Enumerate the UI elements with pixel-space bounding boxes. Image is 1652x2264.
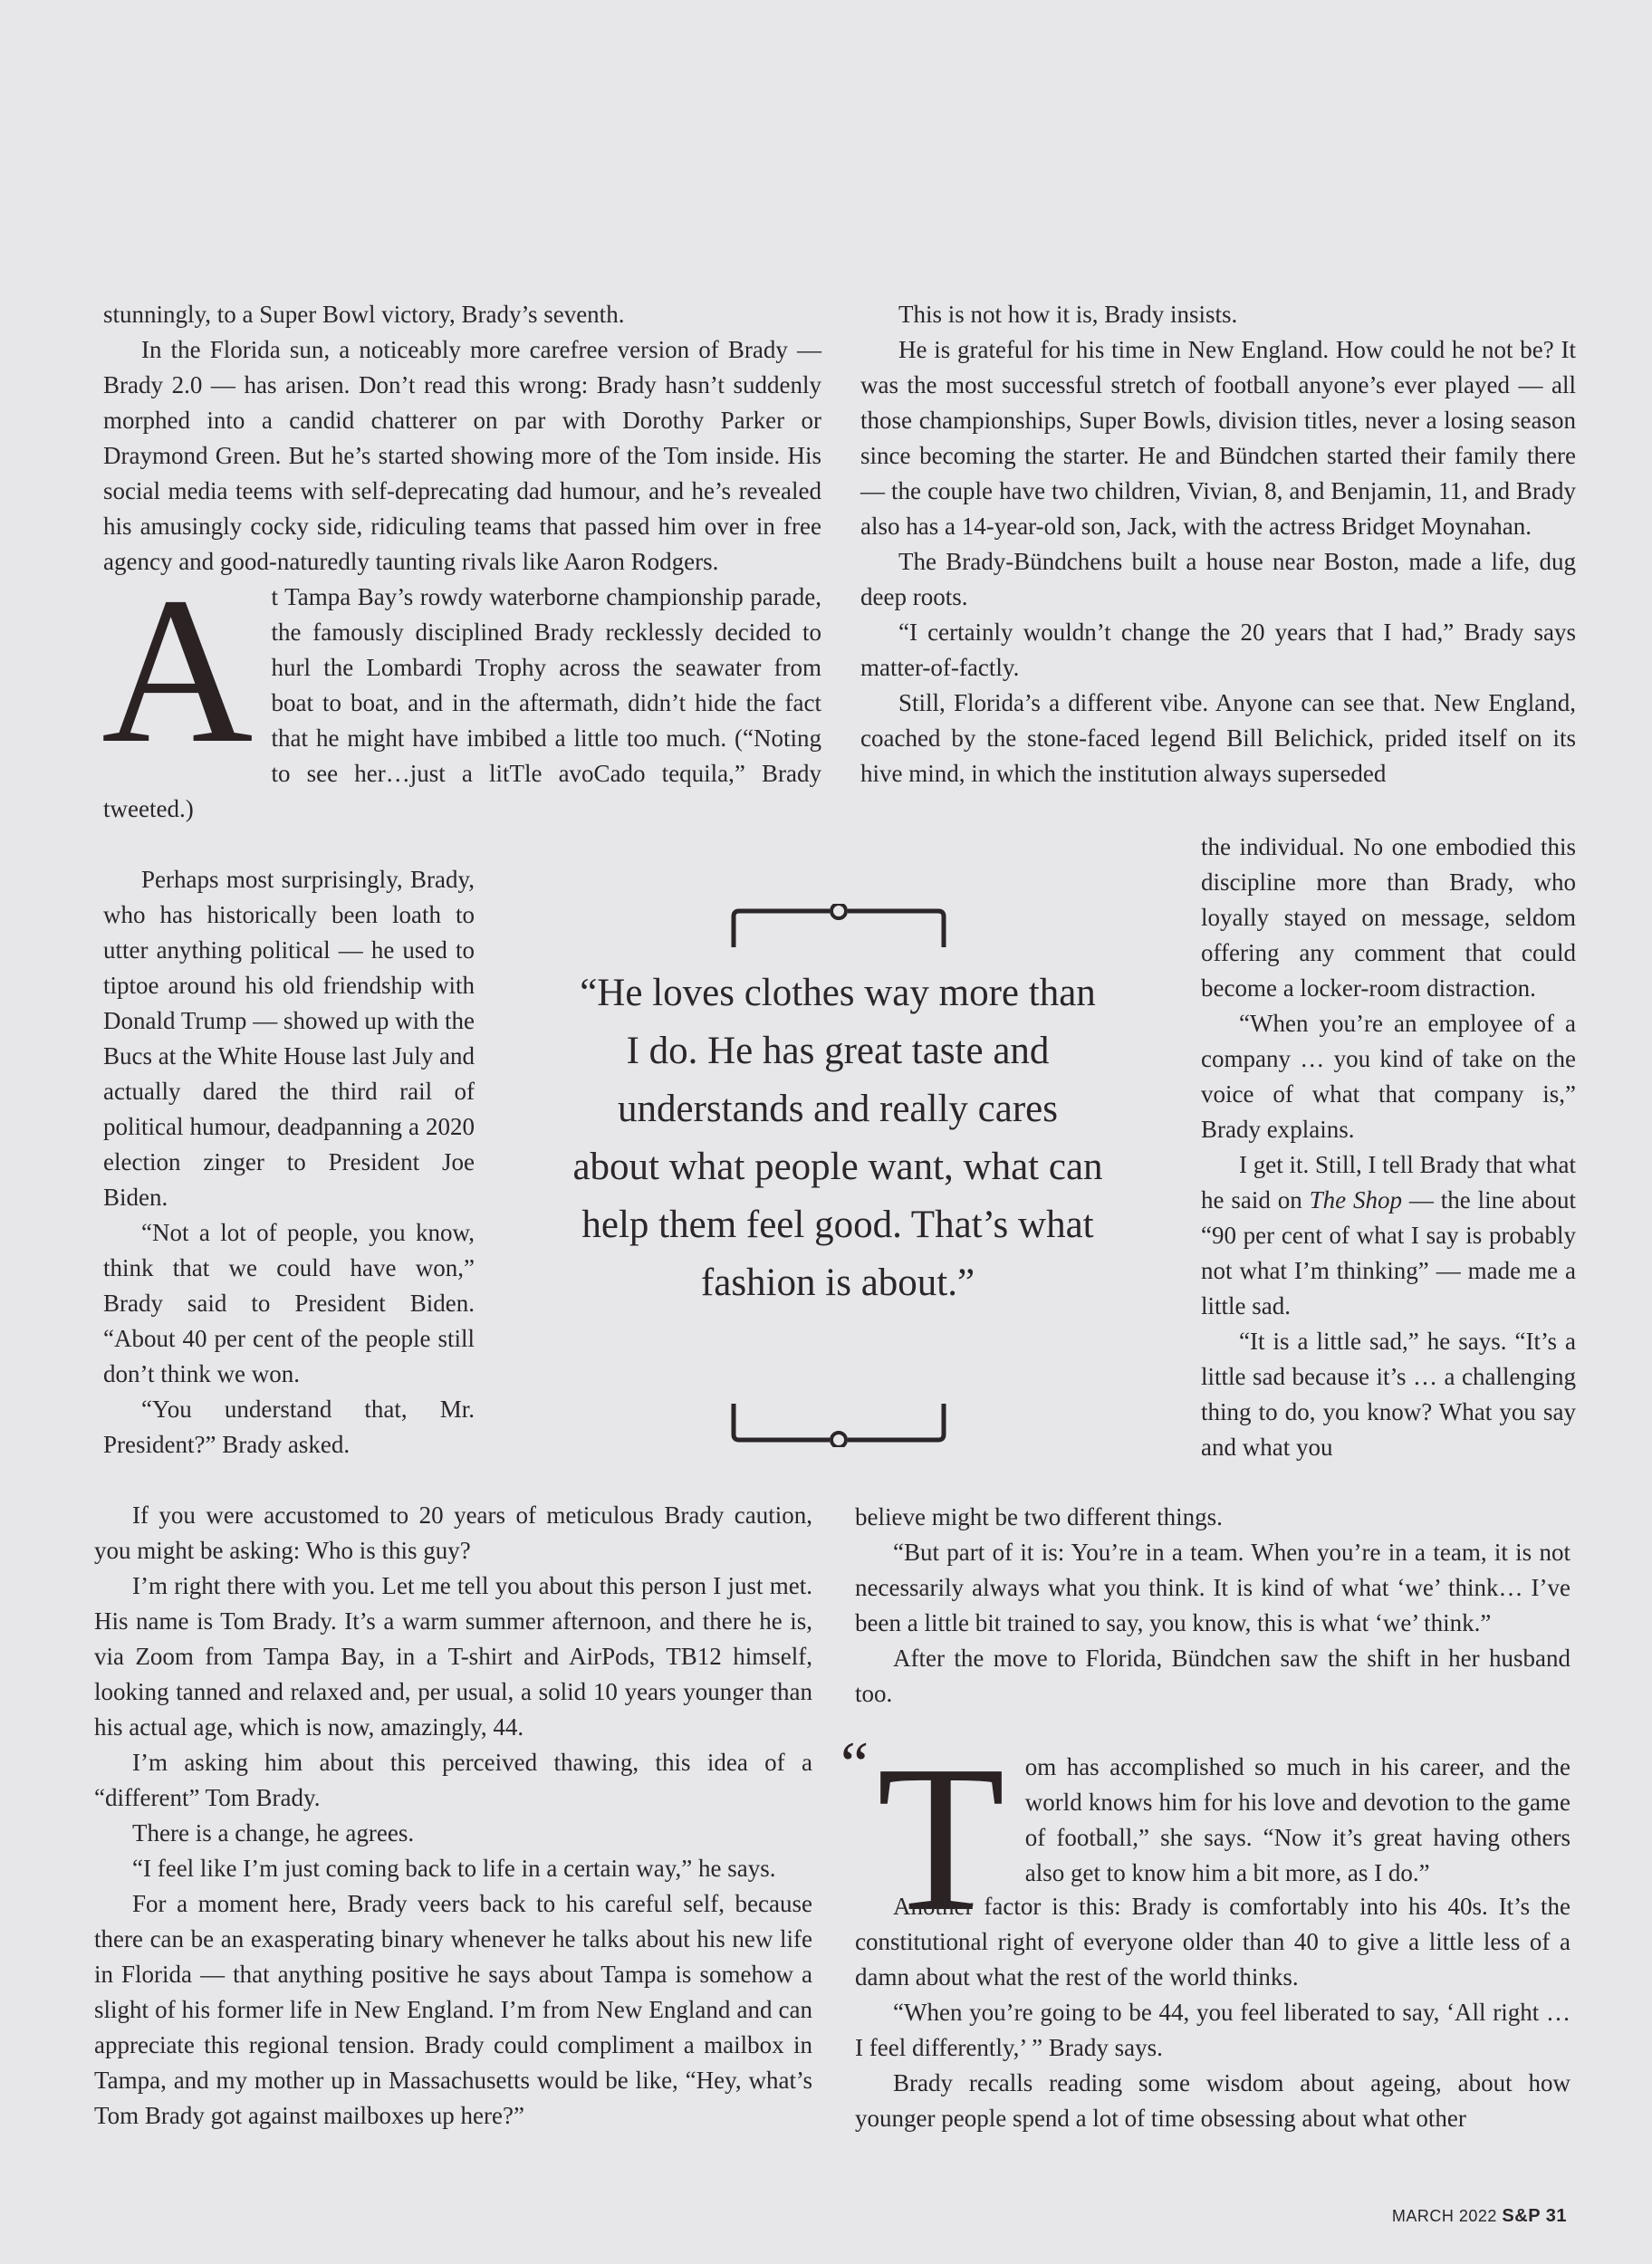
drop-cap-letter: T bbox=[877, 1722, 1005, 1955]
paragraph bbox=[1201, 1147, 1576, 1324]
paragraph: believe might be two different things. bbox=[855, 1503, 1223, 1530]
paragraph: the individual. No one embodied this discipline more than Brady, who loyally stayed on message, seldom offering any comment that could become a locker-room distraction. bbox=[1201, 833, 1576, 1002]
paragraph: stunningly, to a Super Bowl victory, Brady’s seventh. bbox=[103, 301, 625, 328]
pull-quote: “He loves clothes way more than I do. He has great taste and understands and really cares about what people want, what can help them feel good. That’s what fashion is about.” bbox=[572, 972, 1103, 1304]
paragraph: Another factor is this: Brady is comfortably into his 40s. It’s the constitutional right of everyone older than 40 to give a little less of a damn about what the rest of the world thinks. bbox=[855, 1893, 1570, 1991]
page-footer bbox=[1392, 2206, 1567, 2227]
paragraph: “I certainly wouldn’t change the 20 years that I had,” Brady says matter-of-factly. bbox=[860, 619, 1576, 681]
paragraph: I’m right there with you. Let me tell you about this person I just met. His name is Tom Brady. It’s a warm summer afternoon, and there he is, via Zoom from Tampa Bay, in a T-shirt and AirPods, TB12 himself, looking tanned and relaxed and, per usual, a solid 10 years younger than his actual age, which is now, amazingly, 44. bbox=[94, 1572, 812, 1741]
page-number: S&P 31 bbox=[1502, 2206, 1567, 2226]
left-bottom-block bbox=[94, 1498, 812, 2134]
paragraph: “When you’re going to be 44, you feel liberated to say, ‘All right … I feel differently,’ ” Brady says. bbox=[855, 1999, 1570, 2061]
paragraph: If you were accustomed to 20 years of meticulous Brady caution, you might be asking: Who is this guy? bbox=[94, 1501, 812, 1564]
dropcap-paragraph-text: om has accomplished so much in his career, and the world knows him for his love and devotion to the game of football,” she says. “Now it’s great having others also get to know him a bit more, as I do.” bbox=[1024, 1753, 1570, 1886]
left-top-block bbox=[103, 297, 821, 827]
paragraph: “When you’re an employee of a company … you kind of take on the voice of what that company is,” Brady explains. bbox=[1201, 1010, 1576, 1143]
dropcap-paragraph-text: t Tampa Bay’s rowdy waterborne championship parade, the famously disciplined Brady recklessly decided to hurl the Lombardi Trophy across the seawater from boat to boat, and in the aftermath, didn’t hide the fact that he might have imbibed a little too much. (“Noting to see her…just a litTle avoCado tequila,” Brady tweeted.) bbox=[103, 583, 821, 822]
show-title: The Shop bbox=[1309, 1186, 1403, 1214]
right-final-block bbox=[855, 1889, 1570, 2136]
paragraph-text: I get it. Still, I tell Brady that what he said on bbox=[1201, 1151, 1576, 1214]
right-narrow-block bbox=[1201, 830, 1576, 1465]
paragraph: This is not how it is, Brady insists. bbox=[898, 301, 1238, 328]
paragraph: After the move to Florida, Bündchen saw the shift in her husband too. bbox=[855, 1645, 1570, 1707]
right-top-block bbox=[860, 297, 1576, 791]
issue-date: MARCH 2022 bbox=[1391, 2207, 1497, 2225]
pullquote-bottom-ornament bbox=[730, 1400, 947, 1447]
paragraph: Brady recalls reading some wisdom about ageing, about how younger people spend a lot of time obsessing about what other bbox=[855, 2069, 1570, 2132]
paragraph: For a moment here, Brady veers back to his careful self, because there can be an exasperating binary whenever he talks about his new life in Florida — that anything positive he says about Tampa is somehow a slight of his former life in New England. I’m from New England and can appreciate this regional tension. Brady could compliment a mailbox in Tampa, and my mother up in Massachusetts would be like, “Hey, what’s Tom Brady got against mailboxes up here?” bbox=[94, 1890, 812, 2129]
paragraph: The Brady-Bündchens built a house near Boston, made a life, dug deep roots. bbox=[860, 548, 1576, 610]
paragraph: In the Florida sun, a noticeably more carefree version of Brady — Brady 2.0 — has arisen. Don’t read this wrong: Brady hasn’t suddenly morphed into a candid chatterer on par with Dorothy Parker or Draymond Green. But he’s started showing more of the Tom inside. His social media teems with self-deprecating dad humour, and he’s revealed his amusingly cocky side, ridiculing teams that passed him over in free agency and good-naturedly taunting rivals like Aaron Rodgers. bbox=[103, 336, 821, 575]
open-quote-mark: “ bbox=[840, 1730, 869, 1799]
paragraph: Still, Florida’s a different vibe. Anyone can see that. New England, coached by the stone-faced legend Bill Belichick, prided itself on its hive mind, in which the institution always superseded bbox=[860, 689, 1576, 787]
paragraph: Perhaps most surprisingly, Brady, who has historically been loath to utter anything political — he used to tiptoe around his old friendship with Donald Trump — showed up with the Bucs at the White House last July and actually dared the third rail of political humour, deadpanning a 2020 election zinger to President Joe Biden. bbox=[103, 866, 475, 1211]
dropcap-paragraph bbox=[101, 554, 821, 827]
paragraph: He is grateful for his time in New England. How could he not be? It was the most successful stretch of football anyone’s ever played — all those championships, Super Bowls, division titles, never a losing season since becoming the starter. He and Bündchen started their family there — the couple have two children, Vivian, 8, and Benjamin, 11, and Brady also has a 14-year-old son, Jack, with the actress Bridget Moynahan. bbox=[860, 336, 1576, 540]
paragraph: “You understand that, Mr. President?” Brady asked. bbox=[103, 1396, 475, 1458]
paragraph: I’m asking him about this perceived thawing, this idea of a “different” Tom Brady. bbox=[94, 1749, 812, 1811]
left-narrow-block bbox=[103, 862, 475, 1463]
pullquote-top-ornament bbox=[730, 904, 947, 951]
drop-cap-letter: A bbox=[101, 554, 254, 787]
paragraph: “I feel like I’m just coming back to life in a certain way,” he says. bbox=[132, 1855, 776, 1882]
paragraph: There is a change, he agrees. bbox=[132, 1819, 415, 1847]
paragraph: “It is a little sad,” he says. “It’s a little sad because it’s … a challenging thing to do, you know? What you say and what you bbox=[1201, 1328, 1576, 1461]
paragraph-text: — the line about “90 per cent of what I say is probably not what I’m thinking” — made me a little sad. bbox=[1201, 1186, 1576, 1319]
right-mid-block bbox=[855, 1500, 1570, 1712]
paragraph: “Not a lot of people, you know, think that we could have won,” Brady said to President Biden. “About 40 per cent of the people still don’t think we won. bbox=[103, 1219, 475, 1387]
paragraph: “But part of it is: You’re in a team. When you’re in a team, it is not necessarily always what you think. It is kind of what ‘we’ think… I’ve been a little bit trained to say, you know, this is what ‘we’ think.” bbox=[855, 1539, 1570, 1636]
